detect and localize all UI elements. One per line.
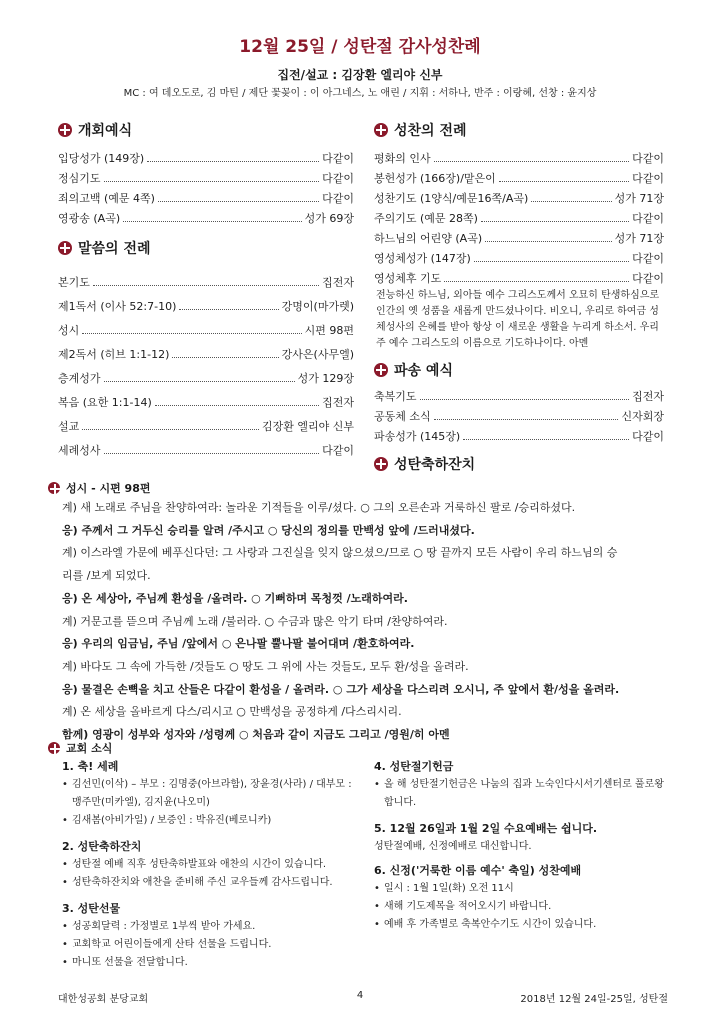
psalm-line: 계) 온 세상을 올바르게 다스/리시고 ○ 만백성을 공정하게 /다스리시리. — [62, 705, 402, 719]
leader-dots — [82, 429, 259, 430]
liturgy-item — [374, 404, 664, 424]
item-label: 영광송 (A곡) — [58, 212, 121, 225]
cross-icon — [374, 123, 388, 137]
news-bullet: • 성공회달력 : 가정별로 1부씩 받아 가세요. — [62, 918, 358, 936]
item-value: 집전자 — [632, 390, 664, 403]
section-dismissal-header — [374, 360, 664, 380]
right-column — [374, 120, 664, 474]
psalm-line: 함께) 영광이 성부와 성자와 /성령께 ○ 처음과 같이 지금도 그리고 /영원/히 아멘 — [62, 728, 450, 742]
news-bullet: • 새해 기도제목을 적어오시기 바랍니다. — [374, 898, 668, 916]
postcommunion-prayer: 전능하신 하느님, 외아들 예수 그리스도께서 오묘히 탄생하심으로 인간의 옛 성품을 새롭게 만드셨나이다. 비오니, 우리로 하여금 성체성사의 은혜를 받아 항상 이 새로운 생활을 누리게 하소서. 우리 주 예수 그리스도의 이름으로 기도하나이다. 아멘 — [376, 290, 660, 349]
news-bullet: • 올 해 성탄절기헌금은 나눔의 집과 노숙인다시서기센터로 풀로왕합니다. — [374, 776, 668, 812]
news-item-head: 3. 성탄선물 — [62, 902, 121, 915]
psalm-header — [48, 478, 151, 498]
leader-dots — [123, 221, 302, 222]
news-bullet: • 마니또 선물을 전달합니다. — [62, 954, 358, 972]
liturgy-item — [58, 146, 354, 166]
item-value: 강명이(마가렛) — [281, 300, 354, 313]
eucharist-list — [374, 146, 664, 286]
item-value: 신자회장 — [621, 410, 664, 423]
news-text: 성탄절예배, 신정예배로 대신합니다. — [374, 841, 532, 852]
left-column — [58, 120, 354, 458]
item-label: 죄의고백 (예문 4쪽) — [58, 192, 155, 205]
psalm-line: 계) 거문고를 뜯으며 주님께 노래 /불러라. ○ 수금과 많은 악기 타며 /찬양하여라. — [62, 614, 448, 628]
item-label: 공동체 소식 — [374, 410, 431, 423]
opening-list — [58, 146, 354, 226]
liturgy-item — [58, 206, 354, 226]
liturgy-item — [374, 146, 664, 166]
news-bullet: • 김새봄(아비가일) / 보증인 : 박유진(베로니카) — [62, 812, 358, 830]
item-label: 설교 — [58, 420, 80, 433]
leader-dots — [179, 309, 278, 310]
item-value: 김장환 엘리야 신부 — [261, 420, 354, 433]
leader-dots — [147, 161, 319, 162]
cross-icon — [374, 457, 388, 471]
leader-dots — [104, 453, 320, 454]
item-value: 집전자 — [322, 276, 354, 289]
leader-dots — [434, 419, 619, 420]
leader-dots — [172, 357, 278, 358]
item-value: 다같이 — [322, 192, 354, 205]
section-title: 파송 예식 — [394, 363, 453, 379]
news-bullet: • 교회학교 어린이들에게 산타 선물을 드립니다. — [62, 936, 358, 954]
cross-icon — [48, 482, 60, 494]
liturgy-item — [374, 186, 664, 206]
item-label: 영성체후 기도 — [374, 272, 442, 285]
leader-dots — [463, 439, 629, 440]
liturgy-item — [58, 314, 354, 338]
psalm-line: 응) 우리의 임금님, 주님 /앞에서 ○ 은나팔 뿔나팔 불어대며 /환호하여라. — [62, 637, 415, 651]
page-title: 12월 25일 / 성탄절 감사성찬례 — [239, 37, 481, 57]
news-item-head: 2. 성탄축하잔치 — [62, 840, 142, 853]
leader-dots — [158, 201, 319, 202]
item-value: 성가 71장 — [614, 232, 664, 245]
section-title: 성탄축하잔치 — [394, 457, 476, 473]
liturgy-item — [58, 410, 354, 434]
liturgy-item — [58, 290, 354, 314]
item-value: 다같이 — [632, 172, 664, 185]
leader-dots — [434, 161, 629, 162]
section-title: 말씀의 전례 — [78, 241, 151, 257]
section-word-header — [58, 238, 354, 258]
psalm-title: 성시 - 시편 98편 — [66, 482, 151, 495]
footer-church: 대한성공회 분당교회 — [58, 994, 149, 1005]
liturgy-item — [58, 434, 354, 458]
leader-dots — [155, 405, 319, 406]
liturgy-item — [58, 166, 354, 186]
item-value: 강사은(사무엘) — [281, 348, 354, 361]
item-label: 평화의 인사 — [374, 152, 431, 165]
page-number: 4 — [356, 990, 364, 1001]
section-title: 개회예식 — [78, 123, 133, 139]
item-label: 봉헌성가 (166장)/맡은이 — [374, 172, 496, 185]
item-label: 축복기도 — [374, 390, 417, 403]
item-value: 다같이 — [322, 152, 354, 165]
news-title: 교회 소식 — [66, 742, 113, 755]
leader-dots — [499, 181, 629, 182]
item-value: 다같이 — [632, 252, 664, 265]
liturgy-item — [374, 206, 664, 226]
item-value: 다같이 — [632, 152, 664, 165]
page-subtitle: 집전/설교 : 김장환 엘리야 신부 — [277, 68, 443, 82]
leader-dots — [104, 181, 320, 182]
item-label: 본기도 — [58, 276, 90, 289]
word-list — [58, 266, 354, 458]
item-value: 성가 71장 — [614, 192, 664, 205]
item-value: 다같이 — [322, 172, 354, 185]
leader-dots — [531, 201, 611, 202]
credits-line: MC : 여 데오도로, 김 마틴 / 제단 꽃꽂이 : 이 아그네스, 노 애린 / 지휘 : 서하나, 반주 : 이랑혜, 선창 : 윤지상 — [123, 88, 597, 99]
news-left — [62, 756, 358, 972]
item-label: 성시 — [58, 324, 80, 337]
item-label: 층계성가 — [58, 372, 101, 385]
item-label: 하느님의 어린양 (A곡) — [374, 232, 483, 245]
news-bullet: • 김선민(이삭) – 부모 : 김명중(아브라함), 장윤경(사라) / 대부모 : 맹주만(미카엘), 김지윤(나오미) — [62, 776, 358, 812]
leader-dots — [474, 261, 629, 262]
item-label: 입당성가 (149장) — [58, 152, 145, 165]
item-value: 다같이 — [632, 212, 664, 225]
news-bullet: • 성탄축하잔치와 애찬을 준비해 주신 교우들께 감사드립니다. — [62, 874, 358, 892]
news-bullet: • 일시 : 1월 1일(화) 오전 11시 — [374, 880, 668, 898]
section-title: 성찬의 전례 — [394, 123, 467, 139]
liturgy-item — [374, 246, 664, 266]
cross-icon — [374, 363, 388, 377]
item-label: 영성체성가 (147장) — [374, 252, 471, 265]
item-value: 다같이 — [632, 272, 664, 285]
item-label: 정심기도 — [58, 172, 101, 185]
section-party-header — [374, 454, 664, 474]
leader-dots — [104, 381, 295, 382]
item-value: 집전자 — [322, 396, 354, 409]
liturgy-item — [58, 266, 354, 290]
leader-dots — [485, 241, 612, 242]
psalm-line: 응) 온 세상아, 주님께 환성을 /올려라. ○ 기뻐하며 목청껏 /노래하여라. — [62, 591, 408, 605]
leader-dots — [82, 333, 301, 334]
item-value: 다같이 — [632, 430, 664, 443]
psalm-line: 계) 이스라엘 가문에 베푸신다던: 그 사랑과 그진실을 잊지 않으셨으/므로 ○ 땅 끝까지 모든 사람이 우리 하느님의 승 — [62, 546, 618, 560]
leader-dots — [481, 221, 629, 222]
liturgy-item — [374, 424, 664, 444]
liturgy-item — [58, 362, 354, 386]
news-item-head: 5. 12월 26일과 1월 2일 수요예배는 쉽니다. — [374, 822, 598, 835]
cross-icon — [48, 742, 60, 754]
item-label: 세례성사 — [58, 444, 101, 457]
liturgy-item — [374, 384, 664, 404]
liturgy-item — [374, 166, 664, 186]
liturgy-item — [58, 186, 354, 206]
item-value: 성가 69장 — [304, 212, 354, 225]
item-value: 성가 129장 — [297, 372, 354, 385]
item-value: 다같이 — [322, 444, 354, 457]
item-value: 시편 98편 — [304, 324, 354, 337]
item-label: 제2독서 (히브 1:1-12) — [58, 348, 170, 361]
leader-dots — [444, 281, 629, 282]
dismissal-list — [374, 384, 664, 444]
section-opening-header — [58, 120, 354, 140]
psalm-line: 계) 새 노래로 주님을 찬양하여라: 놀라운 기적들을 이루/셨다. ○ 그의 오른손과 거룩하신 팔로 /승리하셨다. — [62, 501, 576, 514]
liturgy-item — [374, 226, 664, 246]
psalm-line: 계) 바다도 그 속에 가득한 /것들도 ○ 땅도 그 위에 사는 것들도, 모두 환/성을 올려라. — [62, 659, 469, 673]
liturgy-item — [374, 266, 664, 286]
psalm-line: 리를 /보게 되었다. — [62, 569, 151, 583]
item-label: 제1독서 (이사 52:7-10) — [58, 300, 177, 313]
liturgy-item — [58, 338, 354, 362]
cross-icon — [58, 123, 72, 137]
news-item-head: 4. 성탄절기헌금 — [374, 760, 454, 773]
news-bullet: • 성탄절 예배 직후 성탄축하발표와 애찬의 시간이 있습니다. — [62, 856, 358, 874]
news-right — [374, 756, 668, 934]
psalm-line: 응) 주께서 그 거두신 승리를 알려 /주시고 ○ 당신의 정의를 만백성 앞에 /드러내셨다. — [62, 523, 475, 537]
item-label: 성찬기도 (1양식/예문16쪽/A곡) — [374, 192, 529, 205]
psalm-text — [62, 497, 670, 747]
cross-icon — [58, 241, 72, 255]
footer-date: 2018년 12월 24일-25일, 성탄절 — [520, 994, 668, 1005]
item-label: 파송성가 (145장) — [374, 430, 461, 443]
item-label: 주의기도 (예문 28쪽) — [374, 212, 478, 225]
news-bullet: • 예배 후 가족별로 축복안수기도 시간이 있습니다. — [374, 916, 668, 934]
item-label: 복음 (요한 1:1-14) — [58, 396, 152, 409]
news-header — [48, 738, 112, 758]
leader-dots — [93, 285, 319, 286]
liturgy-item — [58, 386, 354, 410]
news-item-head: 6. 신정('거룩한 이름 예수' 축일) 성찬예배 — [374, 864, 582, 877]
psalm-line: 응) 물결은 손뼉을 치고 산들은 다같이 환성을 / 올려라. ○ 그가 세상을 다스리려 오시니, 주 앞에서 환/성을 올려라. — [62, 682, 620, 696]
leader-dots — [420, 399, 630, 400]
news-item-head: 1. 축! 세례 — [62, 760, 119, 773]
section-eucharist-header — [374, 120, 664, 140]
